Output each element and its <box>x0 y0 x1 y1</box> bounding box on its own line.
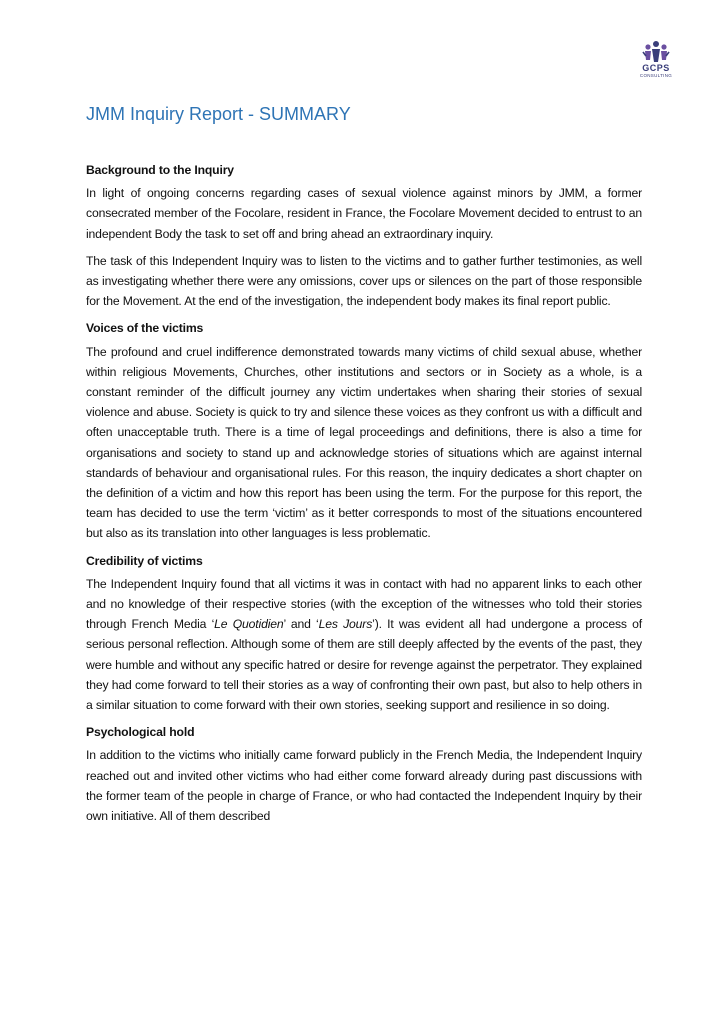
logo-text: GCPS <box>642 63 670 73</box>
section-heading: Psychological hold <box>86 725 195 740</box>
media-name: Les Jours <box>318 617 373 632</box>
media-name: Le Quotidien <box>214 617 284 632</box>
section-heading: Credibility of victims <box>86 553 203 568</box>
document-body <box>86 160 642 833</box>
section-heading: Voices of the victims <box>86 321 204 336</box>
people-icon <box>642 40 670 64</box>
text-run: ’). It was evident all had undergone a process of serious personal reflection. Although some of them are still deeply affected by the events of the past, they were humble and without any specific hatred or desire for revenge against the perpetrator. They explained they had come forward to tell their stories as a way of confronting their own past, but also to help others in a similar situation to come forward with their own stories, seeking support and resilience in so doing. <box>86 617 642 713</box>
paragraph <box>86 574 642 715</box>
section-voices <box>86 318 642 543</box>
paragraph: In light of ongoing concerns regarding cases of sexual violence against minors by JMM, a former consecrated member of the Focolare, resident in France, the Focolare Movement decided to entrust to an independent Body the task to set off and bring ahead an extraordinary inquiry. <box>86 186 642 241</box>
paragraph: In addition to the victims who initially came forward publicly in the French Media, the Independent Inquiry reached out and invited other victims who had either come forward already during past discussions with the former team of the people in charge of France, or who had contacted the Independent Inquiry by their own initiative. All of them described <box>86 748 642 824</box>
text-run: ’ and ‘ <box>283 617 319 632</box>
text-run: The Independent Inquiry found that all victims it was in contact with had no apparent links to each other and no knowledge of their respective stories (with the exception of the witnesses who told their stories through French Media ‘ <box>86 576 642 632</box>
paragraph: The task of this Independent Inquiry was to listen to the victims and to gather further testimonies, as well as investigating whether there were any omissions, cover ups or silences on the part of those responsible for the Movement. At the end of the investigation, the independent body makes its final report public. <box>86 253 642 309</box>
document-title: JMM Inquiry Report - SUMMARY <box>86 104 351 124</box>
section-credibility <box>86 551 642 716</box>
section-psychological-hold <box>86 722 642 826</box>
gcps-logo <box>630 40 682 86</box>
logo-subtext: CONSULTING <box>639 73 673 78</box>
section-heading: Background to the Inquiry <box>86 163 234 177</box>
paragraph: The profound and cruel indifference demonstrated towards many victims of child sexual abuse, whether within religious Movements, Churches, other institutions and sectors or in Society as a whole, is a constant reminder of the difficult journey any victim undertakes when sharing their stories of sexual violence and abuse. Society is quick to try and silence these voices as they confront us with a difficult and often unacceptable truth. There is a time of legal proceedings and definitions, there is also a time for organisations and society to stand up and acknowledge stories of situations which are against internal standards of behaviour and organisational rules. For this reason, the inquiry dedicates a short chapter on the definition of a victim and how this report has been using the term. For the purpose for this report, the team has decided to use the term ‘victim’ as it better corresponds to most of the situations encountered but also as its translation into other languages is less problematic. <box>86 344 642 541</box>
section-background <box>86 160 642 311</box>
